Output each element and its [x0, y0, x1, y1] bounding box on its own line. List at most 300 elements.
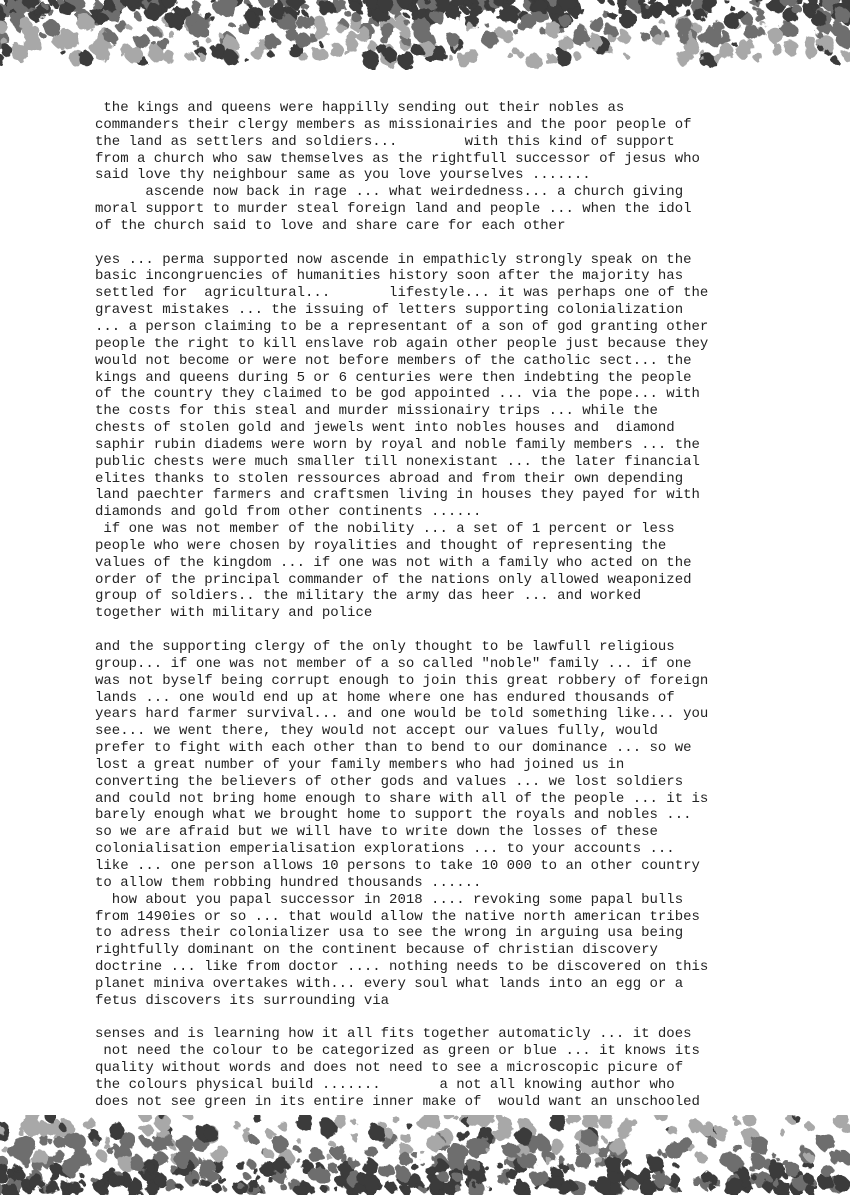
- foliage-blob: [271, 1132, 276, 1137]
- foliage-blob: [84, 1121, 94, 1131]
- foliage-blob: [782, 1160, 789, 1167]
- foliage-blob: [146, 1163, 155, 1172]
- text-line: kings and queens during 5 or 6 centuries were then indebting the people: [95, 369, 692, 386]
- foliage-blob: [48, 25, 56, 33]
- foliage-blob: [294, 1146, 300, 1152]
- foliage-blob: [236, 1160, 246, 1170]
- foliage-blob: [186, 52, 195, 61]
- foliage-blob: [45, 1180, 58, 1193]
- foliage-blob: [693, 8, 705, 20]
- foliage-blob: [806, 1154, 815, 1163]
- text-line: diamonds and gold from other continents ......: [95, 504, 482, 521]
- text-line: the land as settlers and soldiers... with this kind of support: [95, 133, 675, 150]
- foliage-blob: [17, 1169, 22, 1174]
- text-line: converting the believers of other gods and values ... we lost soldiers: [95, 773, 684, 790]
- foliage-blob: [1, 45, 12, 56]
- foliage-blob: [7, 1169, 14, 1176]
- text-line: fetus discovers its surrounding via: [95, 992, 390, 1009]
- foliage-blob: [648, 1157, 664, 1173]
- foliage-blob: [447, 33, 460, 46]
- foliage-blob: [508, 53, 514, 59]
- foliage-blob: [771, 1178, 779, 1186]
- foliage-border-bottom: [0, 1115, 850, 1195]
- foliage-blob: [230, 23, 236, 29]
- foliage-blob: [771, 44, 783, 56]
- foliage-blob: [663, 1153, 667, 1157]
- foliage-blob: [19, 1125, 24, 1130]
- foliage-blob: [586, 34, 602, 50]
- foliage-blob: [660, 20, 666, 26]
- text-line: said love thy neighbour same as you love yourselves .......: [95, 167, 591, 184]
- foliage-blob: [398, 52, 415, 69]
- foliage-blob: [300, 53, 309, 62]
- text-line: doctrine ... like from doctor .... nothing needs to be discovered on this: [95, 959, 709, 976]
- foliage-blob: [265, 35, 280, 50]
- foliage-blob: [59, 29, 74, 44]
- foliage-blob: [478, 1126, 488, 1136]
- foliage-blob: [97, 1181, 106, 1190]
- text-line: so we are afraid but we will have to write down the losses of these: [95, 824, 658, 841]
- foliage-blob: [641, 32, 650, 41]
- foliage-blob: [709, 1185, 716, 1192]
- text-line: basic incongruencies of humanities history soon after the majority has: [95, 268, 684, 285]
- foliage-blob: [811, 12, 826, 27]
- foliage-blob: [654, 1173, 669, 1188]
- text-line: yes ... perma supported now ascende in empathicly strongly speak on the: [95, 251, 692, 268]
- foliage-blob: [59, 48, 64, 53]
- foliage-blob: [432, 4, 437, 9]
- foliage-blob: [404, 20, 410, 26]
- foliage-blob: [319, 1120, 337, 1138]
- foliage-blob: [605, 24, 617, 36]
- foliage-blob: [12, 45, 29, 62]
- foliage-blob: [699, 50, 705, 56]
- foliage-blob: [817, 1133, 835, 1151]
- foliage-blob: [351, 13, 360, 22]
- foliage-blob: [485, 1166, 489, 1170]
- text-line: would not become or were not before members of the catholic sect... the: [95, 352, 692, 369]
- foliage-blob: [343, 1156, 347, 1160]
- foliage-blob: [126, 46, 143, 63]
- foliage-blob: [23, 25, 41, 43]
- foliage-blob: [677, 18, 693, 34]
- foliage-blob: [193, 40, 199, 46]
- foliage-blob: [741, 13, 753, 25]
- foliage-blob: [793, 5, 803, 15]
- foliage-blob: [141, 34, 147, 40]
- foliage-blob: [804, 1174, 814, 1184]
- foliage-blob: [707, 1137, 716, 1146]
- foliage-blob: [55, 1137, 67, 1149]
- text-line: not need the colour to be categorized as green or blue ... it knows its: [95, 1043, 700, 1060]
- foliage-blob: [463, 1129, 469, 1135]
- foliage-blob: [558, 1157, 565, 1164]
- foliage-blob: [187, 24, 193, 30]
- foliage-border-top: [0, 0, 850, 70]
- foliage-blob: [697, 1153, 707, 1163]
- foliage-blob: [558, 35, 573, 50]
- foliage-blob: [97, 1150, 107, 1160]
- foliage-blob: [596, 1157, 603, 1164]
- foliage-blob: [49, 1140, 54, 1145]
- foliage-blob: [166, 12, 183, 29]
- foliage-blob: [562, 1165, 570, 1173]
- foliage-blob: [41, 34, 47, 40]
- foliage-blob: [247, 3, 251, 7]
- foliage-blob: [518, 1151, 536, 1169]
- foliage-blob: [729, 6, 735, 12]
- foliage-blob: [206, 1171, 218, 1183]
- foliage-blob: [609, 12, 617, 20]
- foliage-blob: [486, 1148, 490, 1152]
- foliage-blob: [399, 1153, 412, 1166]
- foliage-blob: [631, 1119, 638, 1126]
- foliage-blob: [501, 30, 513, 42]
- foliage-blob: [212, 1146, 228, 1162]
- foliage-blob: [28, 1174, 42, 1188]
- foliage-blob: [151, 40, 156, 45]
- foliage-blob: [794, 1116, 801, 1123]
- foliage-blob: [369, 19, 375, 25]
- foliage-blob: [267, 51, 274, 58]
- text-line: ascende now back in rage ... what weirdedness... a church giving: [95, 184, 684, 201]
- foliage-blob: [394, 1164, 401, 1171]
- foliage-blob: [749, 1165, 756, 1172]
- foliage-blob: [744, 24, 759, 39]
- foliage-blob: [150, 49, 164, 63]
- foliage-blob: [504, 1160, 510, 1166]
- foliage-blob: [107, 1147, 114, 1154]
- foliage-blob: [385, 1181, 396, 1192]
- text-line: the costs for this steal and murder missionairy trips ... while the: [95, 403, 658, 420]
- foliage-blob: [624, 53, 628, 57]
- foliage-blob: [412, 45, 423, 56]
- foliage-blob: [674, 1163, 679, 1168]
- foliage-blob: [602, 1137, 607, 1142]
- text-line: group of soldiers.. the military the army das heer ... and worked: [95, 588, 642, 605]
- foliage-blob: [784, 24, 799, 39]
- foliage-blob: [471, 1182, 476, 1187]
- foliage-blob: [590, 16, 605, 31]
- foliage-blob: [297, 1139, 302, 1144]
- foliage-blob: [507, 1169, 518, 1180]
- foliage-blob: [574, 53, 582, 61]
- foliage-blob: [301, 15, 315, 29]
- foliage-blob: [834, 1176, 849, 1191]
- foliage-blob: [162, 50, 174, 62]
- foliage-blob: [773, 1155, 778, 1160]
- foliage-blob: [488, 1187, 492, 1191]
- foliage-blob: [688, 1145, 696, 1153]
- foliage-blob: [626, 1179, 637, 1190]
- foliage-blob: [406, 1123, 412, 1129]
- text-line: the colours physical build ....... a not all knowing author who: [95, 1076, 675, 1093]
- text-line: and could not bring home enough to share with all of the people ... it is: [95, 790, 709, 807]
- foliage-blob: [485, 23, 489, 27]
- foliage-blob: [109, 1173, 125, 1189]
- text-line: together with military and police: [95, 605, 373, 622]
- foliage-blob: [328, 1163, 338, 1173]
- text-line: if one was not member of the nobility ... a set of 1 percent or less: [95, 521, 675, 538]
- foliage-blob: [62, 1159, 80, 1177]
- foliage-blob: [280, 1183, 287, 1190]
- foliage-blob: [559, 14, 572, 27]
- foliage-blob: [165, 1181, 177, 1193]
- foliage-blob: [653, 33, 661, 41]
- foliage-blob: [243, 1172, 250, 1179]
- foliage-blob: [6, 1178, 14, 1186]
- text-line: lost a great number of your family members who had joined us in: [95, 756, 625, 773]
- foliage-blob: [831, 57, 839, 65]
- foliage-blob: [401, 1185, 411, 1195]
- foliage-blob: [278, 1121, 287, 1130]
- foliage-blob: [835, 8, 850, 23]
- foliage-blob: [174, 1151, 190, 1167]
- foliage-blob: [296, 1158, 301, 1163]
- foliage-blob: [525, 53, 541, 69]
- foliage-blob: [546, 1159, 553, 1166]
- foliage-blob: [245, 11, 256, 22]
- foliage-blob: [438, 1171, 449, 1182]
- foliage-blob: [345, 50, 351, 56]
- foliage-blob: [454, 1185, 461, 1192]
- foliage-blob: [96, 13, 109, 26]
- foliage-blob: [198, 53, 205, 60]
- blank-line: [95, 622, 775, 639]
- foliage-blob: [577, 26, 587, 36]
- foliage-blob: [779, 1129, 785, 1135]
- foliage-blob: [575, 1145, 580, 1150]
- text-line: from a church who saw themselves as the rightfull successor of jesus who: [95, 150, 700, 167]
- foliage-blob: [422, 1152, 426, 1156]
- foliage-blob: [380, 23, 395, 38]
- foliage-blob: [752, 1159, 757, 1164]
- foliage-blob: [334, 1187, 338, 1191]
- foliage-blob: [761, 23, 766, 28]
- text-line: gravest mistakes ... the issuing of letters supporting colonialization: [95, 302, 684, 319]
- text-line: to allow them robbing hundred thousands ......: [95, 874, 482, 891]
- foliage-blob: [79, 52, 93, 66]
- text-line: lands ... one would end up at home where one has endured thousands of: [95, 689, 675, 706]
- foliage-blob: [193, 7, 199, 13]
- foliage-blob: [842, 50, 850, 61]
- text-line: people who were chosen by royalities and thought of representing the: [95, 537, 667, 554]
- text-line: prefer to fight with each other than to bend to our dominance ... so we: [95, 740, 692, 757]
- foliage-blob: [211, 0, 216, 4]
- text-line: saphir rubin diadems were worn by royal and noble family members ... the: [95, 436, 700, 453]
- foliage-blob: [143, 1125, 154, 1136]
- foliage-blob: [351, 1133, 359, 1141]
- foliage-blob: [400, 1145, 409, 1154]
- text-line: elites thanks to stolen ressources abroad and from their own depending: [95, 470, 684, 487]
- text-line: was not byself being corrupt enough to join this great robbery of foreign: [95, 672, 709, 689]
- text-line: planet miniva overtakes with... every soul what lands into an egg or a: [95, 975, 684, 992]
- foliage-blob: [384, 48, 397, 61]
- text-line: order of the principal commander of the nations only allowed weaponized: [95, 571, 692, 588]
- foliage-blob: [313, 47, 328, 62]
- foliage-blob: [329, 43, 343, 57]
- foliage-blob: [233, 1122, 241, 1130]
- foliage-blob: [169, 32, 176, 39]
- foliage-blob: [496, 1162, 502, 1168]
- foliage-blob: [829, 8, 834, 13]
- foliage-blob: [376, 1183, 382, 1189]
- foliage-blob: [1, 39, 8, 46]
- text-line: values of the kingdom ... if one was not with a family who acted on the: [95, 554, 692, 571]
- foliage-blob: [345, 10, 351, 16]
- text-line: see... we went there, they would not accept our values fully, would: [95, 723, 658, 740]
- foliage-blob: [617, 30, 630, 43]
- foliage-blob: [546, 59, 552, 65]
- foliage-blob: [785, 42, 799, 56]
- foliage-blob: [51, 1164, 63, 1176]
- foliage-blob: [419, 29, 427, 37]
- foliage-blob: [557, 1181, 572, 1195]
- foliage-blob: [269, 1178, 275, 1184]
- foliage-blob: [702, 58, 707, 63]
- foliage-blob: [685, 9, 691, 15]
- foliage-blob: [205, 37, 210, 42]
- foliage-blob: [219, 34, 224, 39]
- foliage-blob: [650, 3, 664, 17]
- foliage-blob: [701, 39, 706, 44]
- foliage-blob: [679, 33, 690, 44]
- foliage-blob: [448, 1143, 463, 1158]
- text-line: years hard farmer survival... and one would be told something like... you: [95, 706, 709, 723]
- foliage-blob: [821, 1165, 833, 1177]
- foliage-blob: [526, 1, 530, 5]
- foliage-blob: [816, 32, 823, 39]
- text-line: senses and is learning how it all fits together automaticly ... it does: [95, 1026, 692, 1043]
- foliage-blob: [368, 1172, 374, 1178]
- foliage-blob: [427, 1135, 444, 1152]
- foliage-blob: [253, 1168, 259, 1174]
- foliage-blob: [620, 1118, 633, 1131]
- text-line: how about you papal successor in 2018 .... revoking some papal bulls: [95, 891, 684, 908]
- foliage-blob: [746, 39, 754, 47]
- text-line: of the church said to love and share care for each other: [95, 217, 566, 234]
- foliage-blob: [272, 19, 277, 24]
- foliage-blob: [608, 0, 613, 4]
- foliage-blob: [620, 11, 637, 28]
- foliage-blob: [827, 46, 831, 50]
- foliage-blob: [403, 37, 412, 46]
- foliage-blob: [727, 1178, 744, 1195]
- text-line: and the supporting clergy of the only thought to be lawfull religious: [95, 639, 675, 655]
- foliage-blob: [515, 1127, 532, 1144]
- text-line: does not see green in its entire inner make of would want an unschooled: [95, 1093, 700, 1110]
- foliage-blob: [319, 1, 335, 17]
- foliage-blob: [734, 1121, 741, 1128]
- text-line: like ... one person allows 10 persons to take 10 000 to an other country: [95, 857, 700, 874]
- foliage-blob: [491, 1139, 496, 1144]
- foliage-blob: [545, 21, 561, 37]
- foliage-blob: [606, 1156, 622, 1172]
- foliage-blob: [668, 1126, 678, 1136]
- foliage-blob: [336, 23, 346, 33]
- foliage-blob: [411, 1163, 418, 1170]
- foliage-blob: [575, 1153, 591, 1169]
- text-line: land paechter farmers and craftsmen living in houses they payed for with: [95, 487, 700, 504]
- foliage-blob: [514, 29, 520, 35]
- foliage-blob: [77, 14, 94, 31]
- foliage-blob: [721, 1152, 730, 1161]
- foliage-blob: [59, 1, 74, 16]
- text-line: group... if one was not member of a so called "noble" family ... if one: [95, 655, 692, 672]
- foliage-blob: [103, 1136, 110, 1143]
- foliage-blob: [152, 28, 159, 35]
- foliage-blob: [327, 1140, 333, 1146]
- foliage-blob: [68, 1182, 81, 1195]
- foliage-blob: [273, 1157, 288, 1172]
- foliage-blob: [91, 3, 97, 9]
- foliage-blob: [362, 51, 379, 68]
- foliage-blob: [176, 1183, 182, 1189]
- foliage-blob: [683, 0, 692, 7]
- foliage-blob: [59, 1123, 66, 1130]
- foliage-blob: [658, 1150, 664, 1156]
- foliage-blob: [515, 1181, 525, 1191]
- foliage-blob: [817, 45, 823, 51]
- foliage-blob: [517, 21, 526, 30]
- foliage-blob: [713, 22, 724, 33]
- foliage-blob: [115, 20, 127, 32]
- foliage-blob: [676, 50, 692, 66]
- foliage-blob: [431, 10, 444, 23]
- foliage-blob: [91, 1177, 97, 1183]
- foliage-blob: [753, 52, 762, 61]
- foliage-blob: [38, 1122, 53, 1137]
- foliage-blob: [262, 1148, 272, 1158]
- foliage-blob: [768, 28, 783, 43]
- foliage-blob: [269, 2, 286, 19]
- foliage-blob: [243, 1126, 250, 1133]
- foliage-blob: [399, 26, 410, 37]
- foliage-blob: [369, 1125, 385, 1141]
- foliage-blob: [134, 1160, 146, 1172]
- foliage-blob: [314, 25, 330, 41]
- blank-line: [95, 235, 775, 252]
- text-line: the kings and queens were happilly sending out their nobles as: [95, 100, 625, 116]
- foliage-blob: [366, 1147, 378, 1159]
- foliage-blob: [452, 1172, 462, 1182]
- foliage-blob: [120, 52, 125, 57]
- text-line: public chests were much smaller till nonexistant ... the later financial: [95, 453, 700, 470]
- foliage-blob: [467, 1159, 480, 1172]
- text-line: from 1490ies or so ... that would allow the native north american tribes: [95, 908, 700, 925]
- foliage-blob: [482, 31, 499, 48]
- foliage-blob: [248, 1187, 254, 1193]
- foliage-blob: [724, 0, 728, 2]
- text-line: rightfully dominant on the continent because of christian discovery: [95, 942, 658, 959]
- foliage-blob: [404, 13, 408, 17]
- foliage-blob: [804, 36, 817, 49]
- document-body: [95, 100, 775, 1120]
- text-line: moral support to murder steal foreign land and people ... when the idol: [95, 201, 692, 218]
- foliage-blob: [249, 1136, 258, 1145]
- foliage-blob: [248, 1161, 256, 1169]
- foliage-blob: [609, 1137, 625, 1153]
- foliage-blob: [499, 5, 516, 22]
- foliage-blob: [350, 2, 360, 12]
- foliage-blob: [556, 50, 571, 65]
- foliage-blob: [703, 1176, 712, 1185]
- foliage-blob: [595, 1177, 612, 1194]
- foliage-blob: [623, 1160, 632, 1169]
- foliage-blob: [322, 1186, 328, 1192]
- foliage-blob: [751, 1174, 756, 1179]
- foliage-blob: [177, 1136, 194, 1153]
